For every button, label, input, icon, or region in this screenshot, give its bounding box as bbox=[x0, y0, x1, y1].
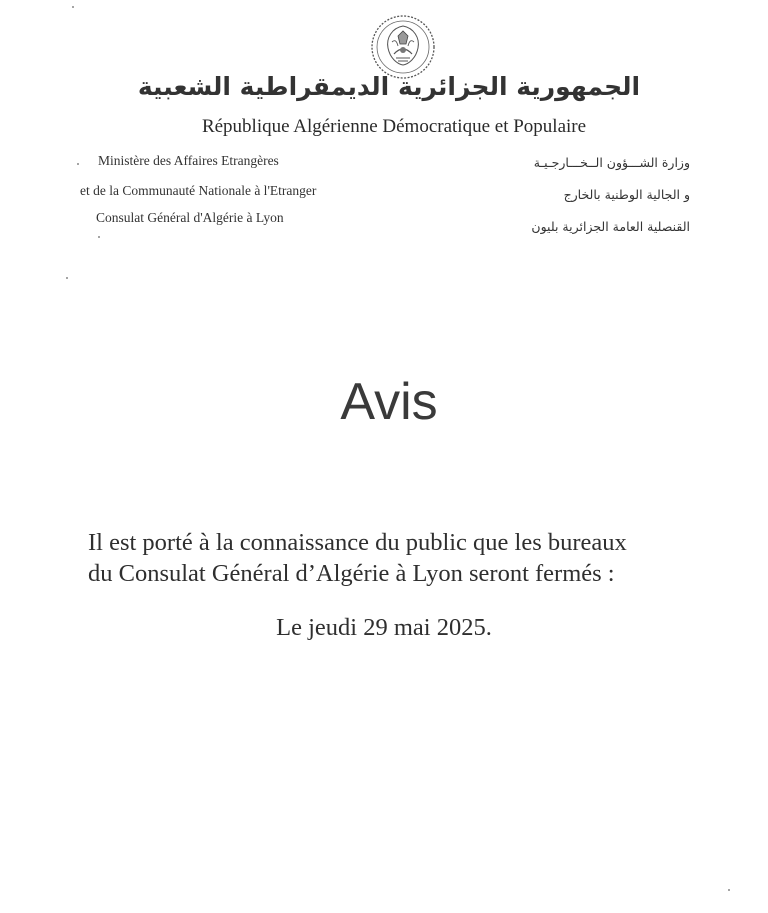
ministry-line: Ministère des Affaires Etrangères bbox=[98, 153, 279, 168]
closure-date: Le jeudi 29 mai 2025. bbox=[276, 614, 492, 641]
ministry-line-arabic: وزارة الشـــؤون الــخـــارجـيـة bbox=[533, 155, 690, 170]
state-emblem-icon bbox=[370, 14, 436, 80]
consulate-line: Consulat Général d'Algérie à Lyon bbox=[96, 210, 284, 225]
scan-speck bbox=[98, 236, 100, 238]
scan-speck bbox=[728, 889, 730, 891]
scan-speck bbox=[72, 6, 74, 8]
community-line: et de la Communauté Nationale à l'Etranger bbox=[80, 183, 317, 198]
notice-heading: Avis bbox=[340, 373, 438, 431]
scan-speck bbox=[77, 163, 79, 165]
scan-speck bbox=[66, 277, 68, 279]
community-line-arabic: و الجالية الوطنية بالخارج bbox=[563, 187, 690, 202]
consulate-line-arabic: القنصلية العامة الجزائرية بليون bbox=[531, 219, 690, 234]
notice-body-line: du Consulat Général d’Algérie à Lyon seront fermés : bbox=[88, 560, 615, 587]
notice-body-line: Il est porté à la connaissance du public que les bureaux bbox=[88, 529, 627, 556]
country-title-arabic: الجمهورية الجزائرية الديمقراطية الشعبية bbox=[137, 72, 641, 101]
country-title-french: République Algérienne Démocratique et Populaire bbox=[201, 116, 587, 137]
